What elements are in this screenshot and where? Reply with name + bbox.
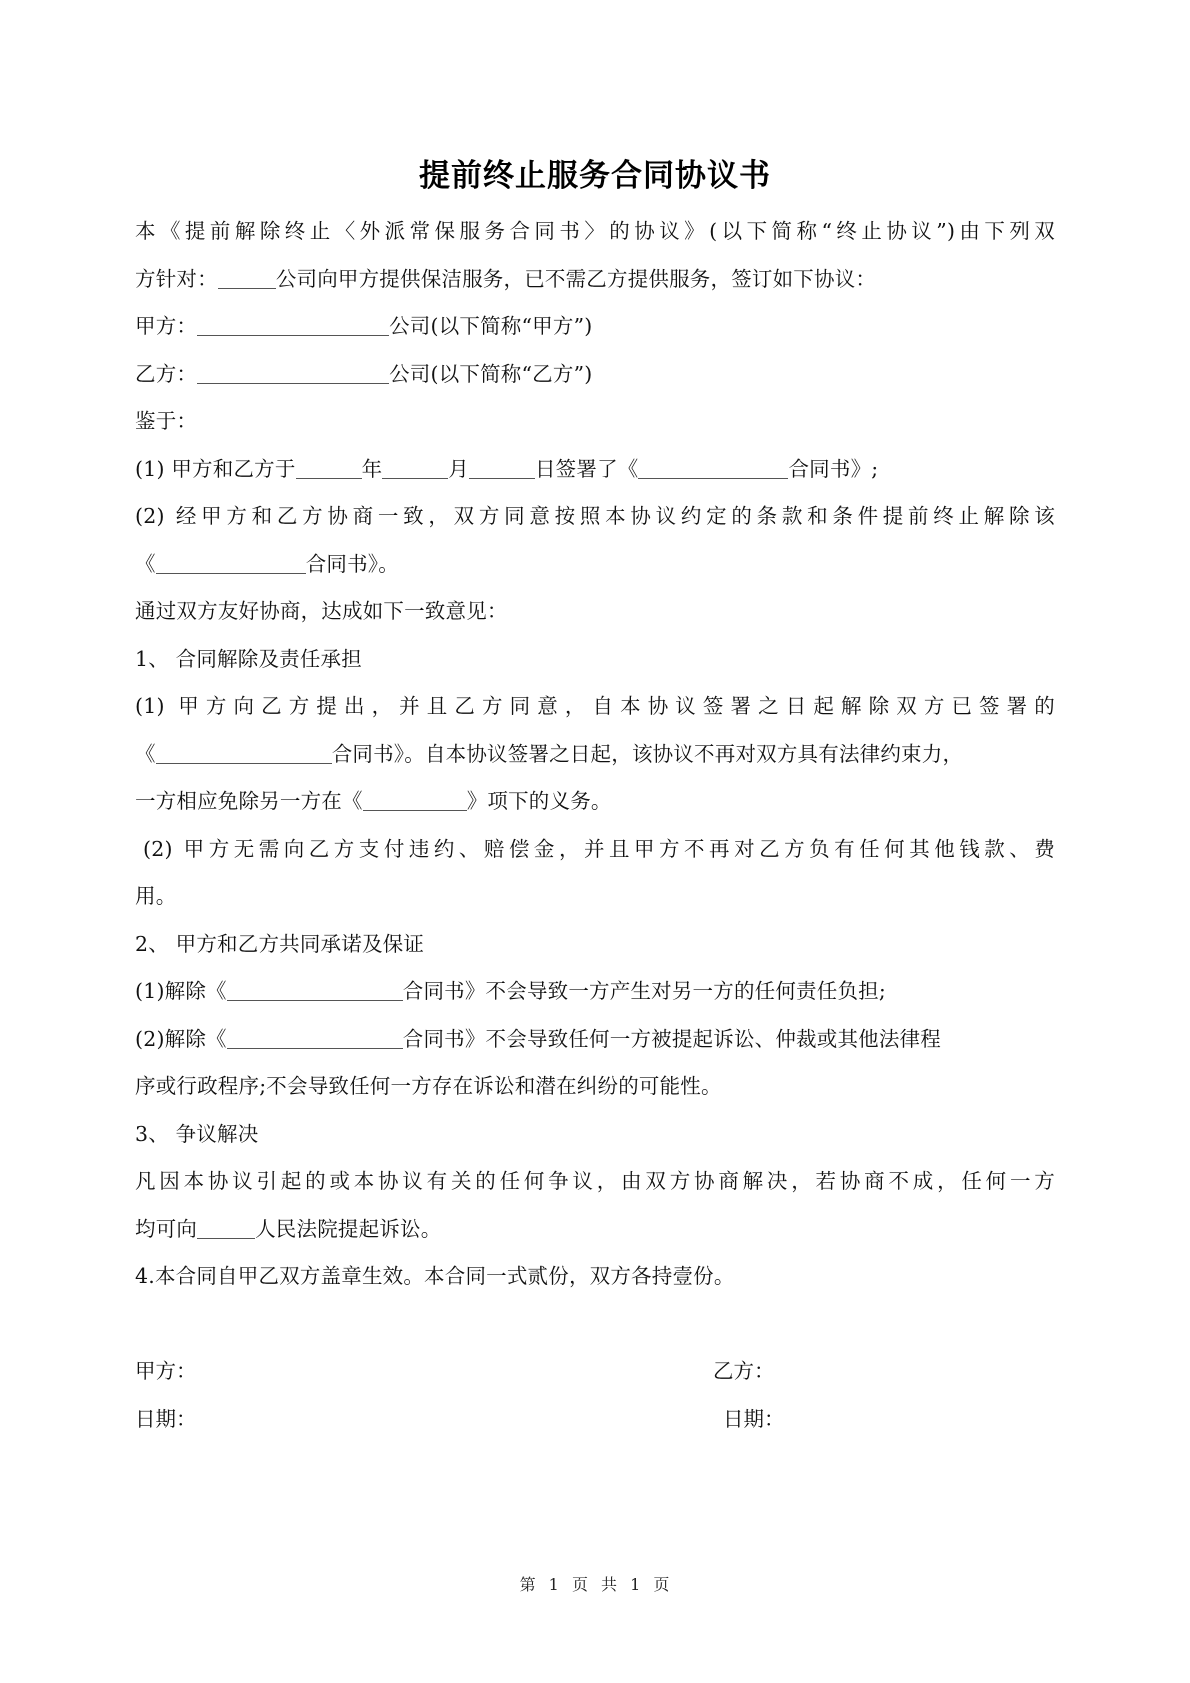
blank-field-contract-name-4[interactable] xyxy=(363,790,467,812)
section-1-item-1-line-3-suffix: 》项下的义务。 xyxy=(466,789,612,813)
whereas-item-2-line-1: (2) 经甲方和乙方协商一致，双方同意按照本协议约定的条款和条件提前终止解除该 xyxy=(135,504,1055,528)
section-3-line-2 xyxy=(135,1206,1055,1254)
section-1-item-1-line-1: (1) 甲方向乙方提出，并且乙方同意，自本协议签署之日起解除双方已签署的 xyxy=(135,694,1055,718)
blank-field-contract-name-1[interactable] xyxy=(638,457,788,479)
page-footer: 第 1 页 共 1 页 xyxy=(519,1575,671,1594)
intro-line-2-prefix: 方针对： xyxy=(135,266,218,291)
section-2-item-1 xyxy=(135,968,1055,1016)
party-b-label: 乙方： xyxy=(135,361,198,386)
signature-date-a-label: 日期： xyxy=(135,1406,197,1431)
signature-party-a-label: 甲方： xyxy=(135,1359,197,1383)
whereas-item-2-prefix: 《 xyxy=(135,551,156,576)
section-4-line: 4.本合同自甲乙双方盖章生效。本合同一式贰份，双方各持壹份。 xyxy=(135,1264,735,1288)
document-title: 提前终止服务合同协议书 xyxy=(419,158,771,194)
section-2-item-2-line-1 xyxy=(135,1016,1055,1064)
spacer xyxy=(135,1301,1055,1349)
intro-line-2-suffix: 公司向甲方提供保洁服务，已不需乙方提供服务，签订如下协议： xyxy=(275,266,877,291)
section-1-item-1-line-2-prefix: 《 xyxy=(135,741,156,766)
whereas-item-1-suffix: 合同书》; xyxy=(788,456,879,481)
blank-field-year[interactable] xyxy=(296,457,362,479)
month-label: 月 xyxy=(448,456,469,481)
consensus-line: 通过双方友好协商，达成如下一致意见： xyxy=(135,599,508,623)
section-1-item-1-line-3 xyxy=(135,778,1055,826)
whereas-item-2-line-2 xyxy=(135,541,1055,589)
signature-party-b-label: 乙方： xyxy=(713,1359,775,1383)
section-3-heading: 3、 争议解决 xyxy=(135,1121,259,1146)
section-2-heading: 2、 甲方和乙方共同承诺及保证 xyxy=(135,931,425,956)
party-b-suffix: 公司(以下简称“乙方”) xyxy=(389,361,593,386)
section-2-item-2-suffix: 合同书》不会导致任何一方被提起诉讼、仲裁或其他法律程 xyxy=(402,1026,941,1051)
party-a-label: 甲方： xyxy=(135,314,198,338)
section-1-item-2-line-2: 用。 xyxy=(135,884,177,908)
intro-line-2 xyxy=(135,256,1055,304)
section-3-line-2-prefix: 均可向 xyxy=(135,1216,198,1241)
section-2-item-2-prefix: (2)解除《 xyxy=(135,1026,227,1051)
intro-line-1: 本《提前解除终止〈外派常保服务合同书〉的协议》(以下简称“终止协议”)由下列双 xyxy=(135,219,1055,243)
signature-row-dates xyxy=(135,1396,1055,1444)
blank-field-service-company[interactable] xyxy=(218,267,276,289)
blank-field-party-a-company[interactable] xyxy=(197,315,389,337)
blank-field-contract-name-3[interactable] xyxy=(156,742,332,764)
whereas-label: 鉴于： xyxy=(135,409,198,433)
year-label: 年 xyxy=(361,456,383,481)
blank-field-day[interactable] xyxy=(469,457,535,479)
section-2-item-1-suffix: 合同书》不会导致一方产生对另一方的任何责任负担; xyxy=(402,979,886,1003)
blank-field-contract-name-6[interactable] xyxy=(227,1027,403,1049)
document-body xyxy=(135,208,1055,1443)
party-b-line xyxy=(135,351,1055,399)
blank-field-party-b-company[interactable] xyxy=(197,362,389,384)
signature-date-b-label: 日期： xyxy=(723,1406,785,1431)
whereas-item-1 xyxy=(135,446,1055,494)
section-3-line-2-suffix: 人民法院提起诉讼。 xyxy=(255,1216,442,1241)
blank-field-contract-name-5[interactable] xyxy=(227,980,403,1002)
section-2-item-2-line-2: 序或行政程序;不会导致任何一方存在诉讼和潜在纠纷的可能性。 xyxy=(135,1074,722,1098)
signature-row-parties xyxy=(135,1348,1055,1396)
section-1-item-1-line-2 xyxy=(135,731,1055,779)
section-1-heading: 1、 合同解除及责任承担 xyxy=(135,646,362,671)
blank-field-contract-name-2[interactable] xyxy=(156,552,306,574)
section-2-item-1-prefix: (1)解除《 xyxy=(135,979,227,1003)
section-1-item-1-line-3-prefix: 一方相应免除另一方在《 xyxy=(135,789,363,813)
section-1-item-1-line-2-suffix: 合同书》。自本协议签署之日起，该协议不再对双方具有法律约束力， xyxy=(331,741,964,766)
party-a-line xyxy=(135,303,1055,351)
blank-field-court[interactable] xyxy=(197,1217,255,1239)
whereas-item-2-suffix: 合同书》。 xyxy=(305,551,399,576)
party-a-suffix: 公司(以下简称“甲方”) xyxy=(389,314,593,338)
day-label: 日签署了《 xyxy=(534,456,639,481)
whereas-item-1-prefix: (1) 甲方和乙方于 xyxy=(135,456,296,481)
section-3-line-1: 凡因本协议引起的或本协议有关的任何争议，由双方协商解决，若协商不成，任何一方 xyxy=(135,1169,1055,1193)
section-1-item-2-line-1: (2) 甲方无需向乙方支付违约、赔偿金，并且甲方不再对乙方负有任何其他钱款、费 xyxy=(143,836,1055,861)
blank-field-month[interactable] xyxy=(382,457,448,479)
